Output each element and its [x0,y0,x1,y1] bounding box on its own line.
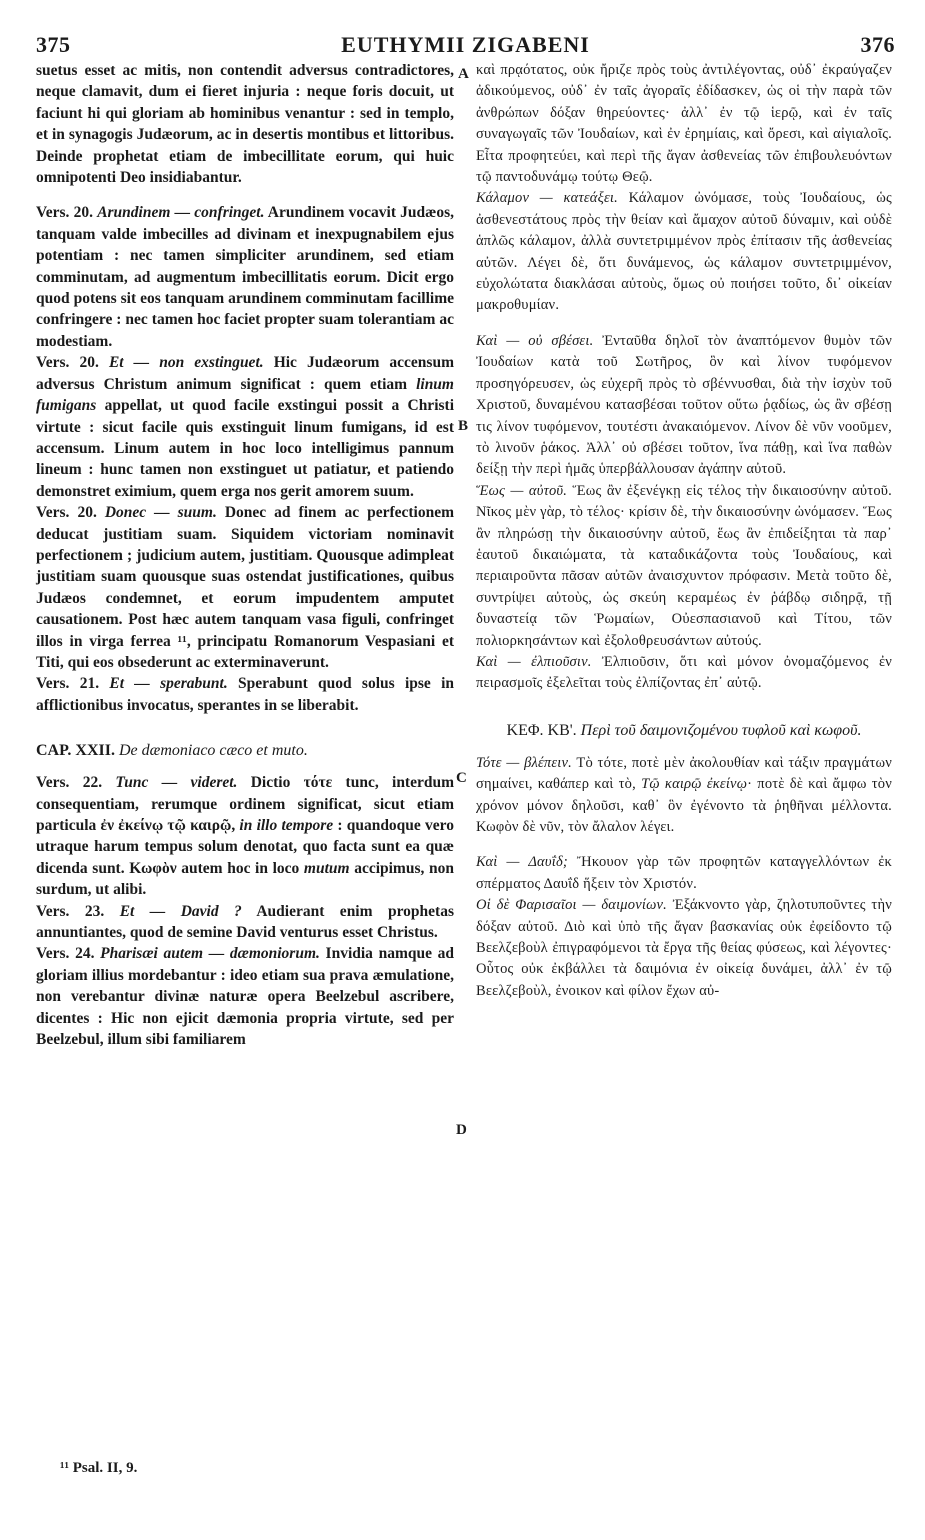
greek-paragraph: Ἕως — αὐτοῦ. Ἕως ἂν ἐξενέγκῃ εἰς τέλος τὴν δικαιοσύνην αὐτοῦ. Νῖκος μὲν γὰρ, τὸ τέλος· κρίσιν δὲ, τὴν δικαιοσύνην ὠνόμασεν. Ἕως ἂν πληρώσῃ τὴν δικαιοσύνην αὐτοῦ, ἕως ἂν ἐπιδείξηται τὰ παρ᾽ ἑαυτοῦ δικαιώματα, τὰ καταδικάζοντα τοὺς Ἰουδαίους, καὶ περιαιροῦντα πᾶσαν αὐτῶν ἀναισχυντον πρόφασιν. Μετὰ τοῦτο δὲ, συντρίψει αὐτοὺς, ὡς σκεύη κεραμέως ἐν ῥάβδῳ σιδηρᾷ, τῇ δυναστείᾳ τῶν Ῥωμαίων, Οὐεσπασιανοῦ καὶ Τίτου, τῶν πολιορκησάντων καὶ ἐξολοθρευσάντων αὐτούς. [476,482,892,649]
greek-paragraph: Καὶ — Δαυΐδ; Ἤκουον γὰρ τῶν προφητῶν καταγγελλόντων ἐκ σπέρματος Δαυΐδ ἥξειν τὸν Χριστόν. [476,854,892,892]
section-marker-d: D [456,1122,467,1138]
page-number-right: 376 [860,32,895,57]
latin-paragraph: Vers. 24. Pharisæi autem — dæmoniorum. Invidia namque ad gloriam illius mordebantur : ideo etiam sua prava æmulatione, non verebantur divinæ naturæ opera Beelzebul ascribere, dicentes : Hic non ejicit dæmonia propria virtute, sed per Beelzebul, illum sibi familiarem [36,945,454,1049]
section-marker-a: A [458,66,469,82]
latin-paragraph: Vers. 20. Et — non exstinguet. Hic Judæorum accensum adversus Christum animum significat : quem etiam linum fumigans appellat, ut quod facile exstingui possit a Christi virtute : sicut facile quis exstinguit linum fumigans, id est accensum. Linum autem in hoc loco intelligimus pannum lineum : hunc tamen non exstinguet ut patiatur, et patiendo demonstret eximium, quem erga nos gerit amorem suum. [36,354,454,500]
greek-paragraph: Καὶ — οὐ σβέσει. Ἐνταῦθα δηλοῖ τὸν ἀναπτόμενον θυμὸν τῶν Ἰουδαίων κατὰ τοῦ Σωτῆρος, ὃν καὶ λίνον τυφόμενον προσηγόρευσεν, ὡς εὐχερῆ πρὸς τὸ σβέννυσθαι, διὰ τὴν ἰσχὺν τοῦ Χριστοῦ, δυναμένου κατασβέσαι τοῦτον οὕτω ῥᾳδίως, ὡς ἂν σβέσῃ τις λίνον τυφόμενον, τουτέστι ἀνακαιόμενον. Λίνον δὲ νῦν νοοῦμεν, τὸ λινοῦν ῥάκος. Ἀλλ᾽ οὐ σβέσει τοῦτον, ἵνα πάθῃ, καὶ ἵνα παθὼν δείξῃ τὴν περὶ ἡμᾶς ὑπερβάλλουσαν ἀγάπην αὐτοῦ. [476,332,892,478]
chapter-heading-greek: ΚΕΦ. ΚΒ'. Περὶ τοῦ δαιμονιζομένου τυφλοῦ καὶ κωφοῦ. [506,721,862,739]
running-title: EUTHYMII ZIGABENI [341,32,590,57]
footnote: ¹¹ Psal. II, 9. [60,1460,138,1476]
latin-paragraph: Vers. 23. Et — David ? Audierant enim prophetas annuntiantes, quod de semine David venturus esset Christus. [36,902,454,942]
greek-paragraph: Καὶ — ἐλπιοῦσιν. Ἐλπιοῦσιν, ὅτι καὶ μόνον ὀνομαζόμενος ἐν πειρασμοῖς ἐξελεῖται τοὺς ἐλπίζοντας ἐπ᾽ αὐτῷ. [476,653,892,692]
latin-column [36,60,454,1050]
greek-paragraph: Κάλαμον — κατεάξει. Κάλαμον ὠνόμασε, τοὺς Ἰουδαίους, ὡς ἀσθενεστάτους πρὸς τὴν θείαν καὶ ἄμαχον αὐτοῦ δύναμιν, καὶ οὐδὲ ἁπλῶς κάλαμον, ἀλλὰ συντετριμμένον πρὸς ἐπίτασιν τῆς ἀσθενείας αὐτῶν. Λέγει δὲ, ὅτι δυνάμενος, ὡς κάλαμον συντετριμμένον, εὐχολώτατα διακλάσαι αὐτοὺς, ὅμως οὐ ποιήσει τοῦτο, δι᾽ οἰκείαν μακροθυμίαν. [476,190,892,314]
page-header [36,32,895,58]
latin-paragraph: Vers. 21. Et — sperabunt. Sperabunt quod solus ipse in afflictionibus invocatus, sperantes in se liberabit. [36,675,454,714]
section-marker-b: B [458,418,469,434]
greek-paragraph: καὶ πρᾳότατος, οὐκ ἤριζε πρὸς τοὺς ἀντιλέγοντας, οὐδ᾽ ἐκραύγαζεν ἀδικούμενος, οὐδ᾽ ἐν ταῖς ἀγοραῖς ἐδίδασκεν, ὡς οἱ τὴν παρὰ τῶν ἀνθρώπων δόξαν θηρεύοντες· ἀλλ᾽ ἐν τῷ ἱερῷ, καὶ ἐν ταῖς συναγωγαῖς τῶν Ἰουδαίων, καὶ ἐν ἐρημίαις, καὶ ὄρεσι, καὶ αἰγιαλοῖς. Εἶτα προφητεύει, καὶ περὶ τῆς ἄγαν ἀσθενείας τῶν ἐπιβουλευόντων τῷ παντοδυνάμῳ τούτῳ Θεῷ. [476,62,892,186]
chapter-heading-latin: CAP. XXII. De dæmoniaco cæco et muto. [36,742,308,760]
latin-paragraph: suetus esset ac mitis, non contendit adversus contradictores, neque clamavit, dum ei fieret injuria : neque foris docuit, ut faciunt hi qui gloriam ab hominibus venantur : sed in templo, et in synagogis Judæorum, ac in desertis montibus et littoribus. Deinde prophetat etiam de imbecillitate eorum, qui huic omnipotenti Deo insidiabantur. [36,62,454,187]
section-marker-c: C [456,770,467,786]
greek-column [476,60,892,1002]
latin-paragraph: Vers. 20. Donec — suum. Donec ad finem ac perfectionem deducat justitiam suam. Siquidem victoriam nominavit perfectionem ; judicium autem, justitiam. Quousque adimpleat justitiam suam quousque suas ostendat justificationes, quibus Judæos condemnet, et eorum impudentem amputet causationem. Post hæc autem tanquam vasa figuli, confringet illos in virga ferrea ¹¹, principatu Romanorum Vespasiani et Titi, qui eos obsederunt ac exterminaverunt. [36,504,455,671]
latin-paragraph: Vers. 22. Tunc — videret. Dictio τότε tunc, interdum consequentiam, rerumque ordinem significat, sicut etiam particula ἐν ἐκείνῳ τῷ καιρῷ, in illo tempore : quandoque vero utraque harum tempus solum denotat, quo facta sunt ea quæ dicenda sunt. Κωφὸν autem hoc in loco mutum accipimus, non surdum, ut alibi. [36,774,455,899]
latin-paragraph: Vers. 20. Arundinem — confringet. Arundinem vocavit Judæos, tanquam valde imbecilles ad divinam et inexpugnabilem ejus potentiam : nec tamen simpliciter arundinem, sed etiam comminutam, ad augmentum imbecillitatis eorum. Dicit ergo quod potens sit eos tanquam arundinem comminutam facillime confringere : nec tamen hoc faciet propter suam tolerantiam ac modestiam. [36,204,455,350]
greek-paragraph: Τότε — βλέπειν. Τὸ τότε, ποτὲ μὲν ἀκολουθίαν καὶ τάξιν πραγμάτων σημαίνει, καθάπερ καὶ τὸ, Τῷ καιρῷ ἐκείνῳ· ποτὲ δὲ καὶ ἄμφω τὸν χρόνον μόνον δηλοῦσι, καθ᾽ ὃν ἐγένοντο τὰ ῥηθῆναι μέλλοντα. Κωφὸν δὲ νῦν, τὸν ἄλαλον λέγει. [476,754,892,835]
greek-paragraph: Οἱ δὲ Φαρισαῖοι — δαιμονίων. Ἐξάκνοντο γὰρ, ζηλοτυποῦντες τὴν δόξαν αὐτοῦ. Διὸ καὶ ὑπὸ τῆς ἄγαν βασκανίας οὐκ ἐφείδοντο τῷ Βεελζεβοὺλ ἐπιγραφόμενοι τὰ ἔργα τῆς θείας φύσεως, καὶ λέγοντες· Οὗτος οὐκ ἐκβάλλει τὰ δαιμόνια ἐν οἰκείᾳ δυνάμει, ἀλλ᾽ ἐν τῷ Βεελζεβοὺλ, ἐνοικον καὶ φίλον ἔχων αὐ- [476,897,892,999]
page-number-left: 375 [36,32,71,57]
